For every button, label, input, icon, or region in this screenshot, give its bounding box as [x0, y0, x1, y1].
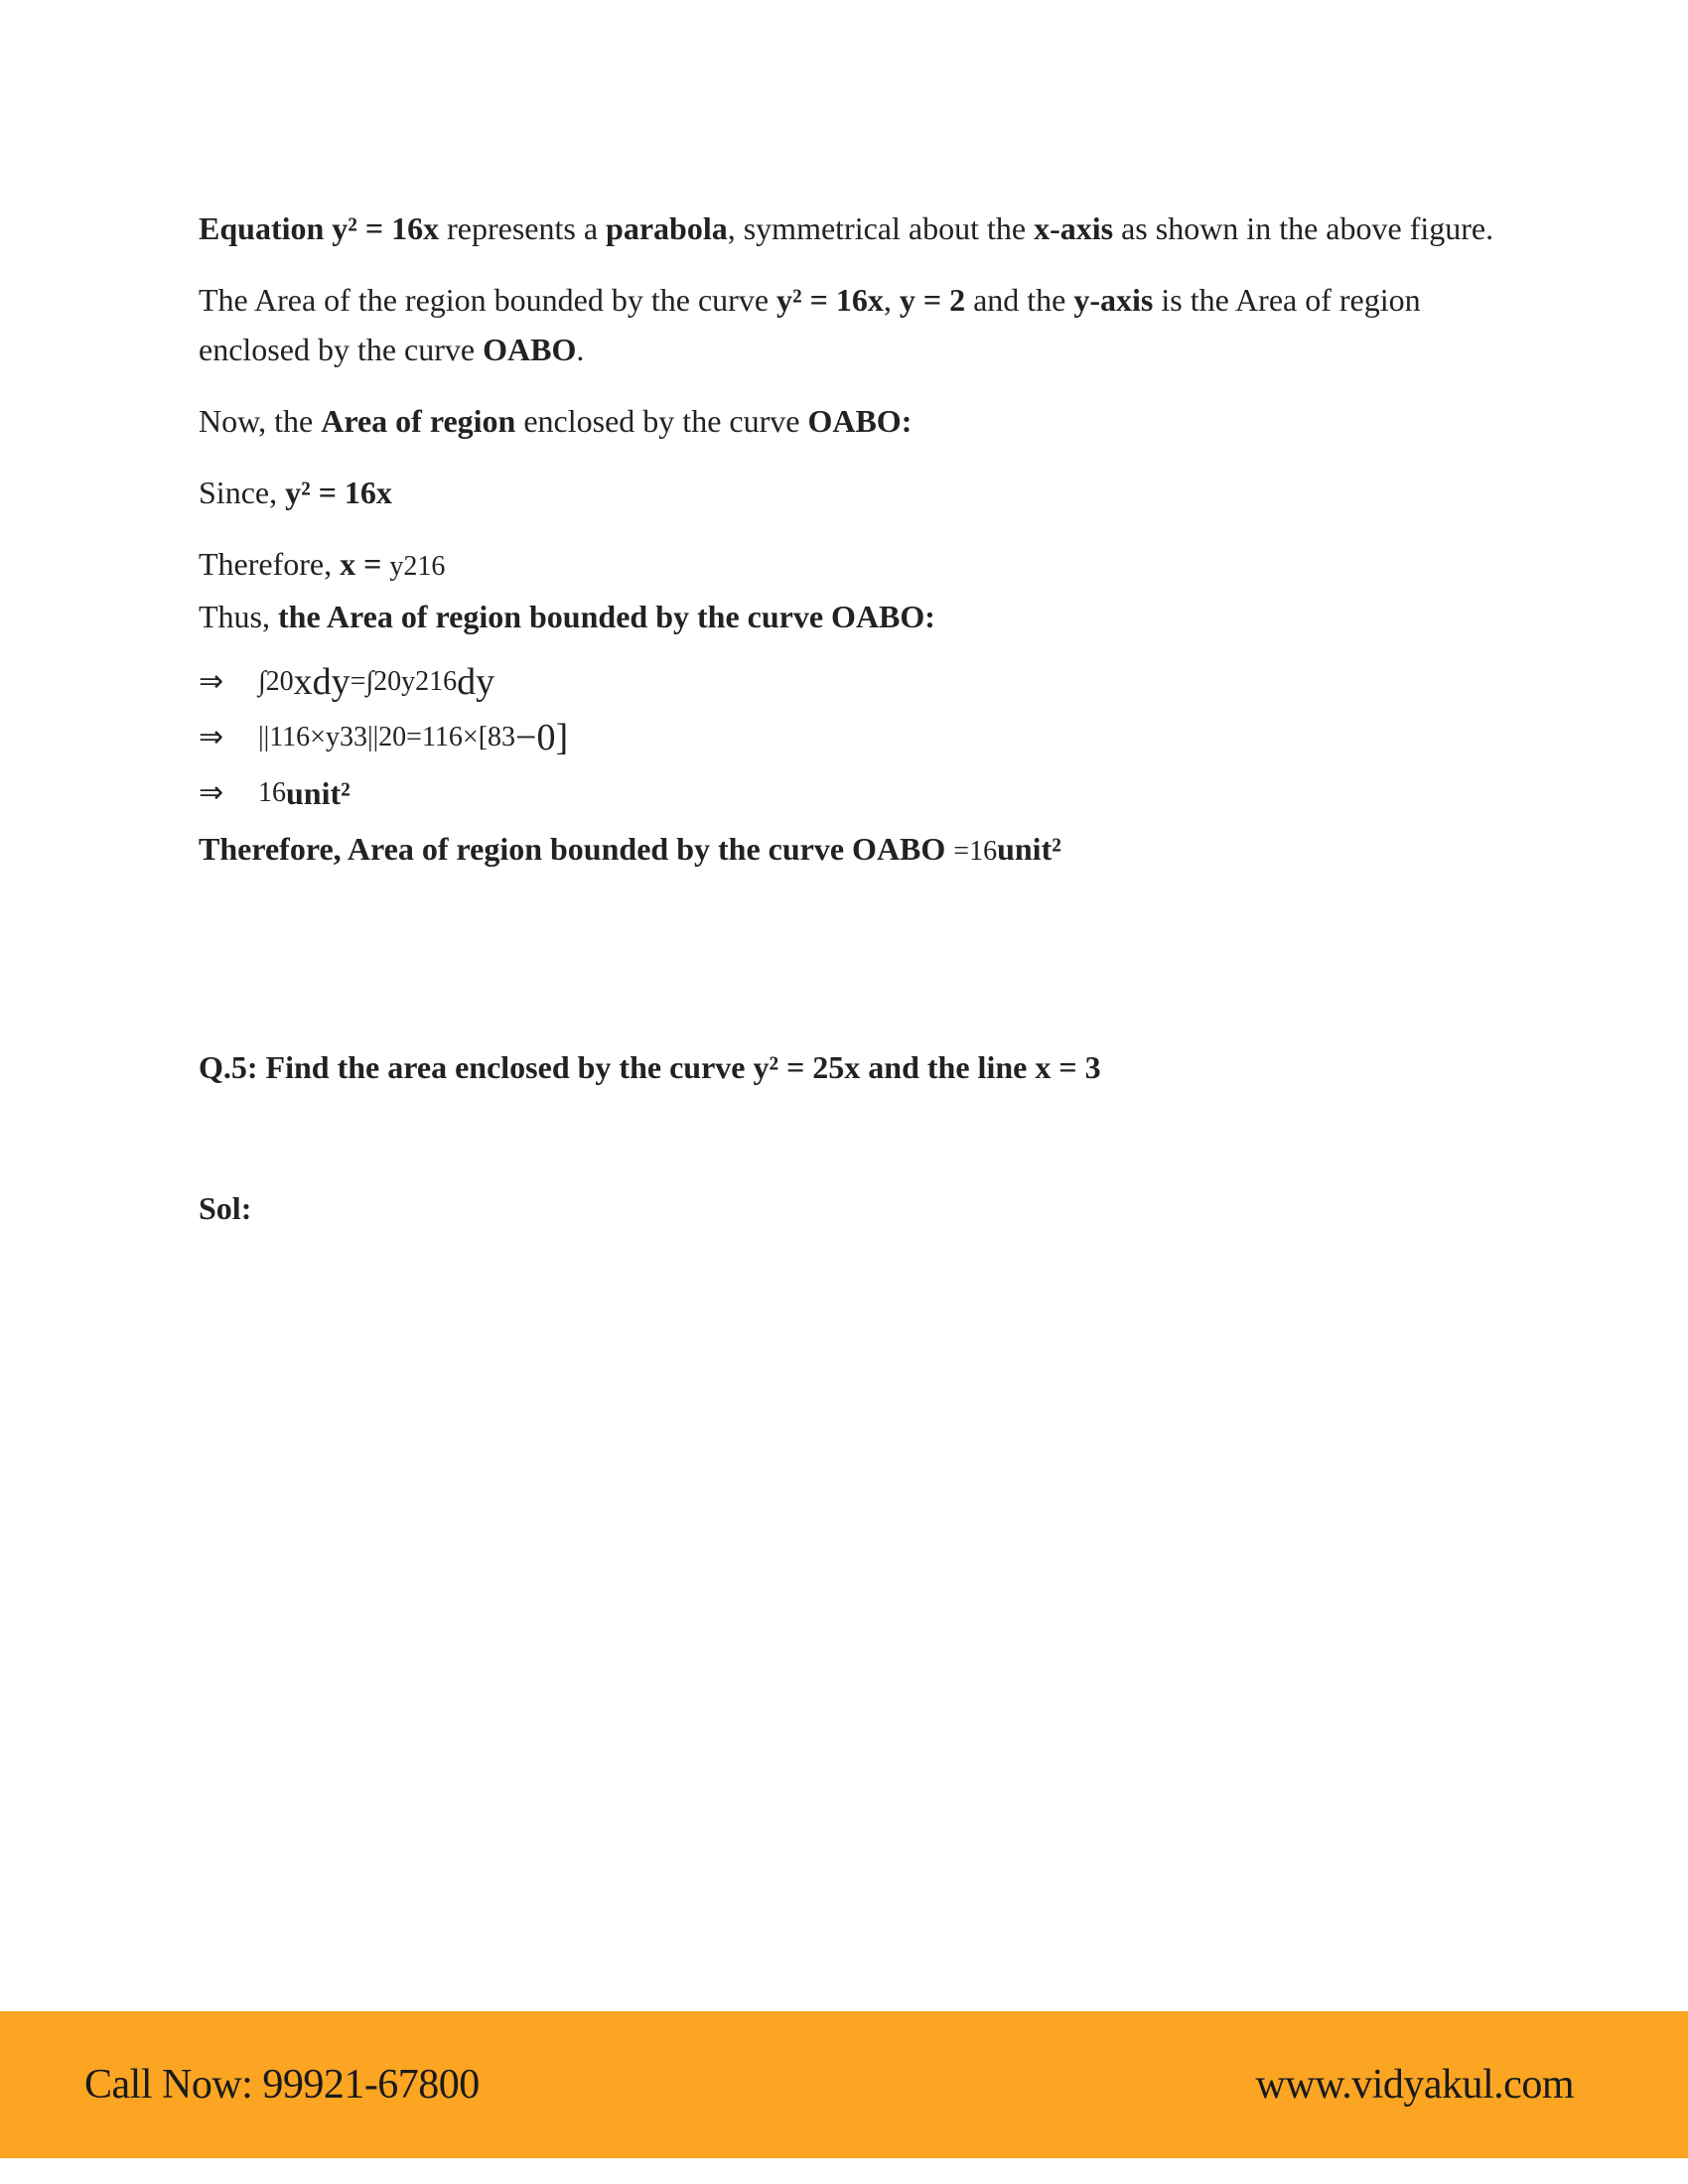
paragraph-thus: Thus, the Area of region bounded by the curve OABO: — [199, 599, 935, 634]
paragraph-since: Since, y² = 16x — [199, 475, 392, 510]
equation-text: Equation y² = 16x — [199, 210, 440, 246]
solution-label: Sol: — [199, 1190, 252, 1226]
step-integral: ⇒ ∫20 xdy = ∫20y216 dy — [199, 657, 1509, 707]
x-axis-term: x-axis — [1034, 210, 1114, 246]
conclusion-line: Therefore, Area of region bounded by the curve OABO =16unit² — [199, 831, 1061, 867]
solution-content — [199, 204, 1509, 898]
paragraph-parabola: Equation y² = 16x represents a parabola, symmetrical about the x-axis as shown in the above figure. — [199, 210, 1494, 246]
implies-arrow-icon: ⇒ — [199, 775, 224, 810]
parabola-term: parabola — [606, 210, 728, 246]
step-result: ⇒ 16 unit² — [199, 768, 1509, 818]
footer-bar — [0, 2011, 1688, 2158]
website-link[interactable]: www.vidyakul.com — [1255, 2062, 1574, 2108]
step-evaluate: ⇒ ||116×y33||20=116×[83 −0] — [199, 713, 1509, 762]
paragraph-region: The Area of the region bounded by the curve y² = 16x, y = 2 and the y-axis is the Area of region enclosed by the curve OABO. — [199, 282, 1421, 367]
implies-arrow-icon: ⇒ — [199, 664, 224, 699]
call-now-text: Call Now: 99921-67800 — [84, 2062, 480, 2108]
paragraph-therefore-x: Therefore, x = y216 — [199, 546, 446, 582]
implies-arrow-icon: ⇒ — [199, 720, 224, 754]
paragraph-area-intro: Now, the Area of region enclosed by the curve OABO: — [199, 403, 913, 439]
question-heading: Q.5: Find the area enclosed by the curve y² = 25x and the line x = 3 — [199, 1049, 1101, 1085]
